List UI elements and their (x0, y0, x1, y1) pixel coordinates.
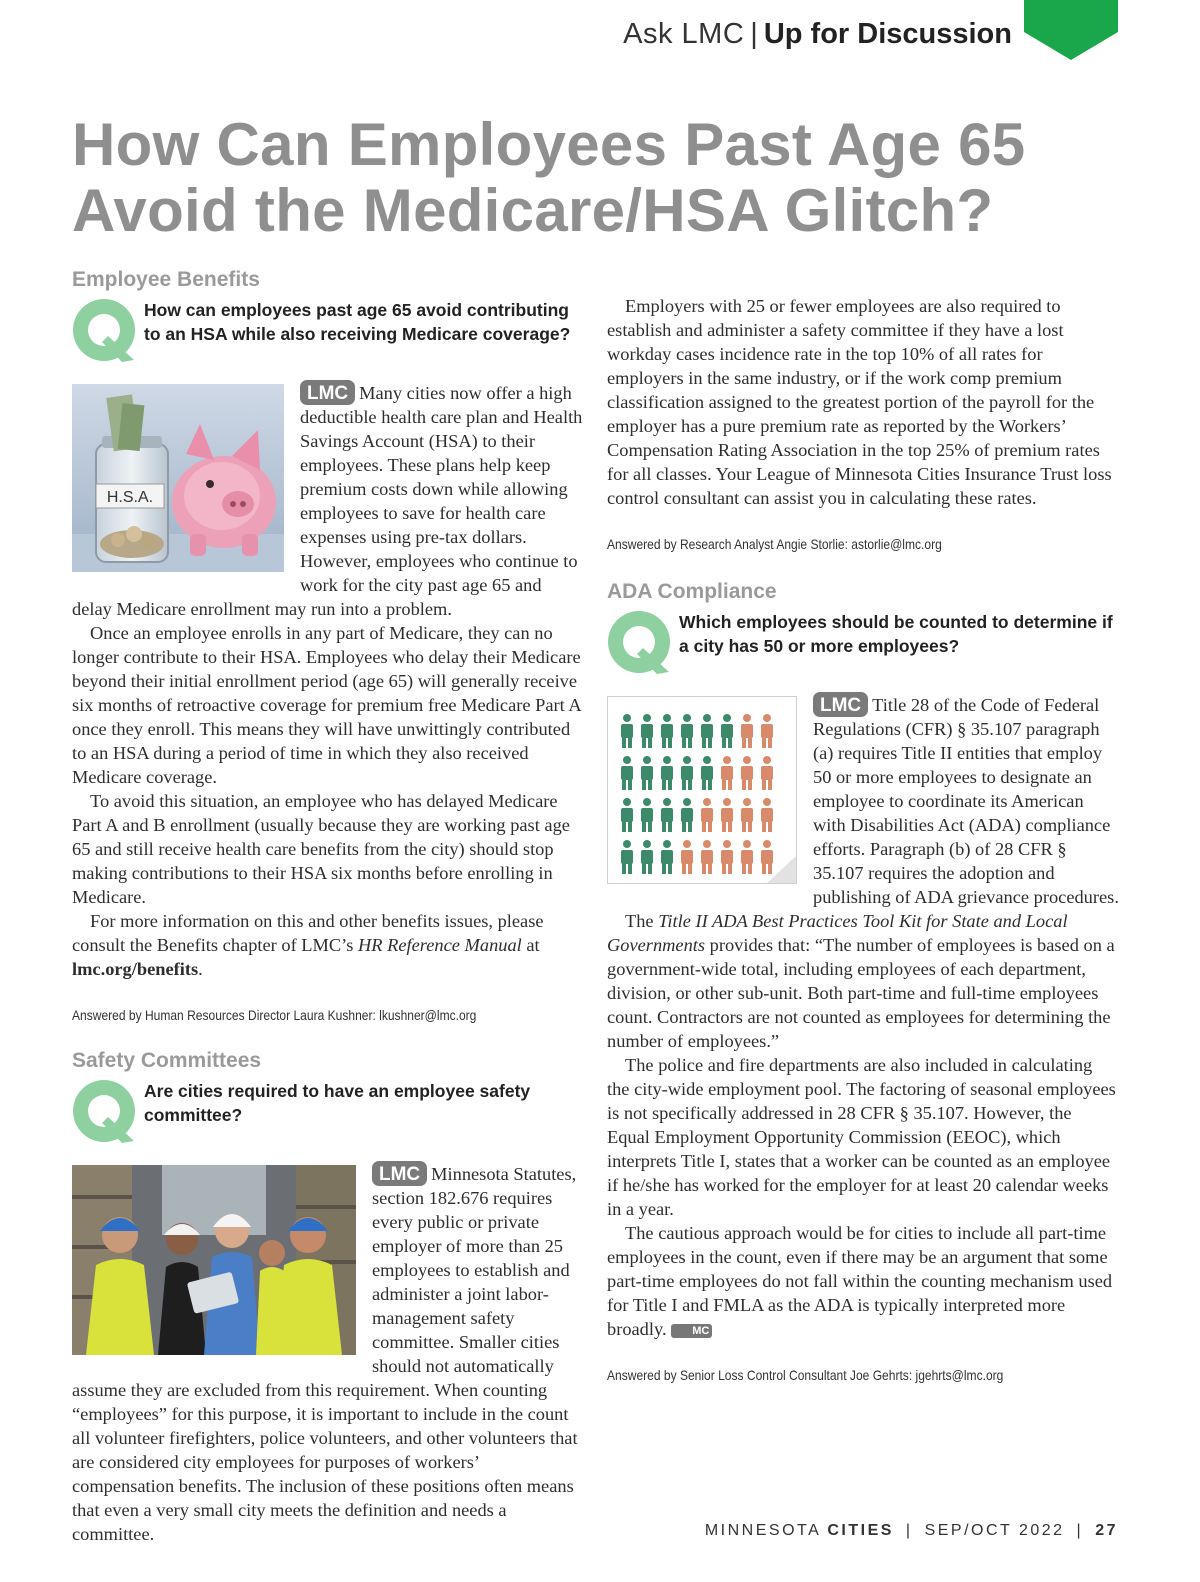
benefits-link[interactable]: lmc.org/benefits (72, 959, 199, 979)
ada-answer (607, 692, 1119, 1341)
benefits-p4-text: For more information on this and other benefits issues, please consult the Benefits chapter of LMC’s (72, 911, 544, 955)
q-icon (72, 298, 138, 364)
header-ask-lmc: Ask LMC (623, 18, 745, 50)
ada-p3: The police and fire departments are also included in calculating the city-wide employment pool. The factoring of seasonal employees is not specifically addressed in 28 CFR § 35.107. However, the Equal Employment Opportunity Commission (EEOC), which interprets Title I, states that a worker can be counted as an employee if he/she has worked for the employer for at least 20 calendar weeks in a year. (607, 1055, 1116, 1219)
ada-p2-text: provides that: “The number of employees is based on a government-wide total, including employees of each department, division, or other sub-unit. Both part-time and full-time employees count. Contractors are not counted as employees for determining the number of employees.” (607, 935, 1115, 1051)
lmc-badge: LMC (813, 692, 868, 717)
page-title: How Can Employees Past Age 65 Avoid the Medicare/HSA Glitch? (72, 111, 1026, 244)
ada-heading: ADA Compliance (607, 580, 777, 603)
ada-question: Which employees should be counted to determine if a city has 50 or more employees? (679, 612, 1113, 656)
safety-answer-left (72, 1161, 584, 1546)
safety-section (72, 1049, 584, 1546)
footer-issue: SEP/OCT 2022 (924, 1522, 1065, 1539)
q-icon (72, 1079, 138, 1145)
benefits-p2: Once an employee enrolls in any part of Medicare, they can no longer contribute to their HSA. Employees who delay their Medicare beyond their initial enrollment period (age 65) will generally receive six months of retroactive coverage for premium free Medicare Part A once they enroll. This means they will have unwittingly contributed to an HSA during a period of time in which they also received Medicare coverage. (72, 623, 581, 787)
page-number: 27 (1095, 1522, 1118, 1539)
q-icon (607, 610, 673, 676)
lmc-badge: LMC (300, 380, 355, 405)
safety-answered-by: Answered by Research Analyst Angie Storlie: astorlie@lmc.org (607, 536, 942, 552)
ada-p2 (607, 909, 1119, 1053)
footer-magazine-a: MINNESOTA (704, 1522, 828, 1539)
benefits-heading: Employee Benefits (72, 268, 260, 291)
ada-p4 (607, 1221, 1119, 1341)
section-header (623, 18, 1012, 51)
piggy-bank-photo (72, 384, 284, 572)
safety-p1: Minnesota Statutes, section 182.676 requires every public or private employer of more than 25 employees to establish and administer a joint labor-management safety committee. Smaller cities should not automatically assume they are excluded from this requirement. When counting “employees” for this purpose, it is important to include in the count all volunteer firefighters, police volunteers, and other volunteers that are considered city employees for purposes of workers’ compensation benefits. The inclusion of these positions often means that even a very small city meets the definition and needs a committee. (72, 1164, 578, 1544)
ada-p1: Title 28 of the Code of Federal Regulations (CFR) § 35.107 paragraph (a) requires Title II entities that employ 50 or more employees to designate an employee to coordinate its American with Disabilities Act (ADA) compliance efforts. Paragraph (b) of 28 CFR § 35.107 requires the adoption and publishing of ADA grievance procedures. (813, 695, 1119, 907)
footer-magazine-b: CITIES (827, 1522, 894, 1539)
benefits-question: How can employees past age 65 avoid contributing to an HSA while also receiving Medicare coverage? (144, 300, 571, 344)
header-up-for-discussion: Up for Discussion (763, 18, 1012, 50)
footer-pipe: | (905, 1522, 913, 1539)
safety-question-block (72, 1079, 584, 1149)
hr-manual-title: HR Reference Manual (358, 935, 522, 955)
benefits-p1: Many cities now offer a high deductible health care plan and Health Savings Account (HSA) to their employees. These plans help keep premium costs down while allowing employees to save for health care expenses using pre-tax dollars. However, employees who continue to work for the city past age 65 and delay Medicare enrollment may run into a problem. (72, 383, 583, 619)
right-column (607, 294, 1119, 1383)
green-tab-decoration (1024, 0, 1118, 60)
lmc-badge: LMC (372, 1161, 427, 1186)
safety-answer-right (607, 294, 1119, 510)
safety-workers-photo (72, 1165, 356, 1355)
mc-end-mark: MC (671, 1324, 712, 1338)
ada-p4-text: The cautious approach would be for cities to include all part-time employees in the count, even if there may be an argument that some part-time employees do not fall within the counting mechanism used for Title I and FMLA as the ADA is typically interpreted more broadly. (607, 1223, 1113, 1339)
hsa-jar-label: H.S.A. (106, 489, 154, 506)
ada-question-block (607, 610, 1119, 680)
ada-answered-by: Answered by Senior Loss Control Consultant Joe Gehrts: jgehrts@lmc.org (607, 1367, 1004, 1383)
safety-heading: Safety Committees (72, 1049, 262, 1072)
employee-count-graphic (607, 696, 797, 884)
footer-pipe-2: | (1076, 1522, 1084, 1539)
ada-section (607, 580, 1119, 1383)
benefits-p4 (72, 909, 584, 981)
page-footer (705, 1522, 1118, 1540)
safety-p2: Employers with 25 or fewer employees are also required to establish and administer a safety committee if they have a lost workday cases incidence rate in the top 10% of all rates for employers in the same industry, or if the work comp premium classification assigned to the greatest portion of the payroll for the employer has a pure premium rate as reported by the Workers’ Compensation Rating Association in the top 25% of premium rates for all classes. Your League of Minnesota Cities Insurance Trust loss control consultant can assist you in calculating these rates. (607, 296, 1112, 508)
benefits-answered-by: Answered by Human Resources Director Laura Kushner: lkushner@lmc.org (72, 1007, 477, 1023)
header-separator: | (750, 18, 758, 50)
benefits-answer (72, 380, 584, 981)
left-column (72, 268, 584, 1546)
benefits-p4-at: at (521, 935, 540, 955)
toolkit-title: Title II ADA Best Practices Tool Kit for State and Local Governments (607, 911, 1068, 955)
ada-p2-lead: The (625, 911, 659, 931)
benefits-p4-period: . (198, 959, 203, 979)
benefits-section (72, 268, 584, 1023)
benefits-p3: To avoid this situation, an employee who has delayed Medicare Part A and B enrollment (usually because they are working past age 65 and still receive health care benefits from the city) should stop making contributions to their HSA six months before enrolling in Medicare. (72, 791, 570, 907)
safety-question: Are cities required to have an employee safety committee? (144, 1081, 531, 1125)
benefits-question-block (72, 298, 584, 368)
